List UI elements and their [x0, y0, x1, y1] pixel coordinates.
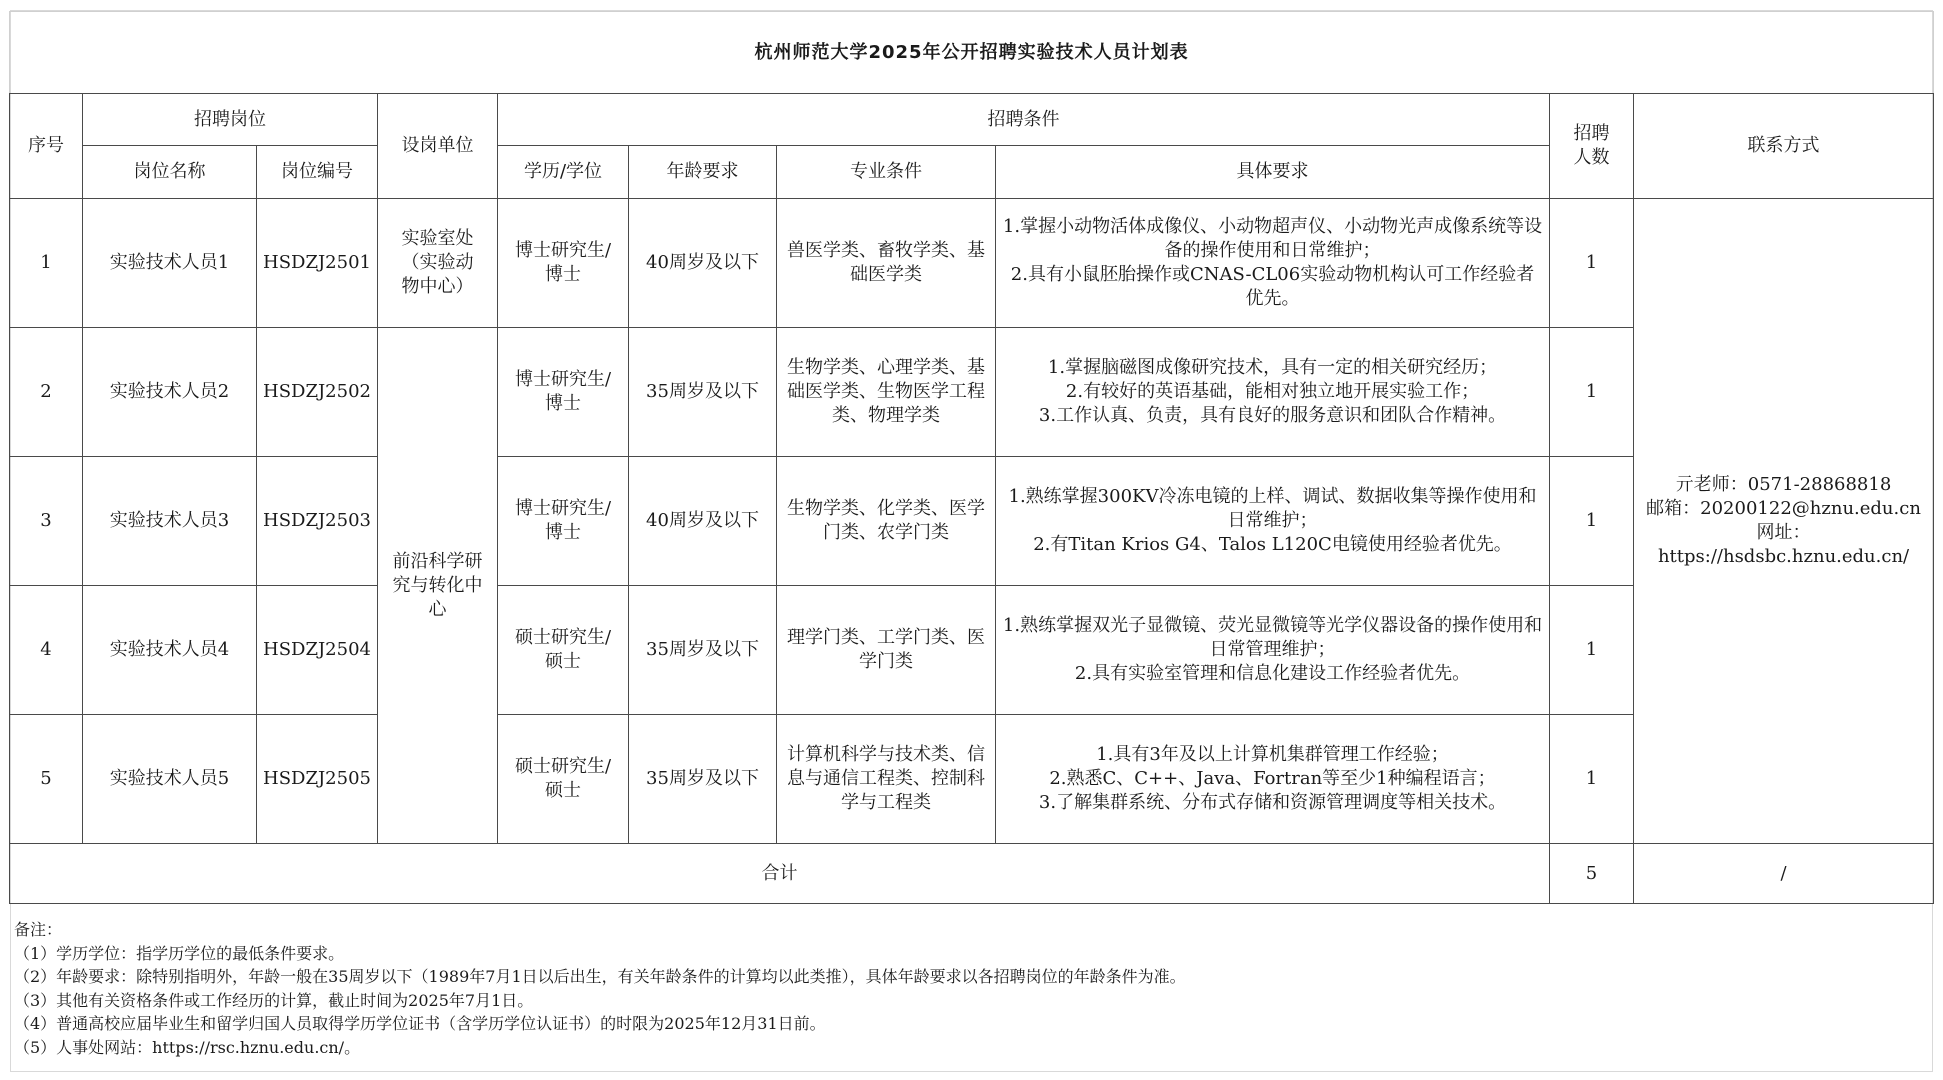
row-seq: 2	[10, 328, 83, 457]
total-count: 5	[1550, 844, 1634, 904]
row-count: 1	[1550, 457, 1634, 586]
notes-heading: 备注：	[14, 920, 63, 939]
row-position-name: 实验技术人员2	[83, 328, 257, 457]
note-item: （5）人事处网站：https://rsc.hznu.edu.cn/。	[14, 1037, 361, 1057]
row-seq: 5	[10, 715, 83, 844]
row-position-code: HSDZJ2501	[257, 199, 378, 328]
header-seq: 序号	[10, 94, 83, 199]
header-age: 年龄要求	[629, 146, 777, 199]
header-position-group: 招聘岗位	[83, 94, 378, 146]
row-education: 博士研究生/博士	[498, 457, 629, 586]
row-requirements: 1.掌握脑磁图成像研究技术，具有一定的相关研究经历； 2.有较好的英语基础，能相对独立地开展实验工作； 3.工作认真、负责，具有良好的服务意识和团队合作精神。	[996, 328, 1550, 457]
row-unit: 实验室处（实验动物中心）	[378, 199, 498, 328]
row-count: 1	[1550, 199, 1634, 328]
row-count: 1	[1550, 586, 1634, 715]
row-requirements: 1.具有3年及以上计算机集群管理工作经验； 2.熟悉C、C++、Java、Fortran等至少1种编程语言； 3.了解集群系统、分布式存储和资源管理调度等相关技术。	[996, 715, 1550, 844]
row-major: 生物学类、心理学类、基础医学类、生物医学工程类、物理学类	[777, 328, 996, 457]
row-position-name: 实验技术人员3	[83, 457, 257, 586]
row-age: 40周岁及以下	[629, 199, 777, 328]
row-requirements: 1.熟练掌握双光子显微镜、荧光显微镜等光学仪器设备的操作使用和日常管理维护； 2.具有实验室管理和信息化建设工作经验者优先。	[996, 586, 1550, 715]
row-major: 生物学类、化学类、医学门类、农学门类	[777, 457, 996, 586]
row-education: 硕士研究生/硕士	[498, 586, 629, 715]
row-age: 35周岁及以下	[629, 715, 777, 844]
row-requirements: 1.掌握小动物活体成像仪、小动物超声仪、小动物光声成像系统等设备的操作使用和日常维护； 2.具有小鼠胚胎操作或CNAS-CL06实验动物机构认可工作经验者优先。	[996, 199, 1550, 328]
header-count: 招聘人数	[1550, 94, 1634, 199]
header-education: 学历/学位	[498, 146, 629, 199]
note-item: （4）普通高校应届毕业生和留学归国人员取得学历学位证书（含学历学位认证书）的时限为2025年12月31日前。	[14, 1014, 826, 1033]
header-unit: 设岗单位	[378, 94, 498, 199]
row-major: 兽医学类、畜牧学类、基础医学类	[777, 199, 996, 328]
row-position-name: 实验技术人员4	[83, 586, 257, 715]
header-specific: 具体要求	[996, 146, 1550, 199]
note-item: （3）其他有关资格条件或工作经历的计算，截止时间为2025年7月1日。	[14, 990, 534, 1010]
row-count: 1	[1550, 328, 1634, 457]
row-count: 1	[1550, 715, 1634, 844]
row-major: 理学门类、工学门类、医学门类	[777, 586, 996, 715]
row-position-code: HSDZJ2505	[257, 715, 378, 844]
header-position-name: 岗位名称	[83, 146, 257, 199]
row-major: 计算机科学与技术类、信息与通信工程类、控制科学与工程类	[777, 715, 996, 844]
total-row	[10, 844, 1934, 904]
row-age: 35周岁及以下	[629, 586, 777, 715]
header-contact: 联系方式	[1634, 94, 1934, 199]
total-contact: /	[1634, 844, 1934, 904]
row-position-code: HSDZJ2504	[257, 586, 378, 715]
total-label: 合计	[10, 844, 1550, 904]
row-unit-shared: 前沿科学研究与转化中心	[378, 328, 498, 844]
row-position-code: HSDZJ2502	[257, 328, 378, 457]
row-education: 博士研究生/博士	[498, 199, 629, 328]
row-position-name: 实验技术人员1	[83, 199, 257, 328]
row-requirements: 1.熟练掌握300KV冷冻电镜的上样、调试、数据收集等操作使用和日常维护； 2.有Titan Krios G4、Talos L120C电镜使用经验者优先。	[996, 457, 1550, 586]
page-title: 杭州师范大学2025年公开招聘实验技术人员计划表	[10, 12, 1934, 94]
row-age: 35周岁及以下	[629, 328, 777, 457]
row-seq: 1	[10, 199, 83, 328]
header-major: 专业条件	[777, 146, 996, 199]
table-row	[10, 199, 1934, 328]
row-seq: 4	[10, 586, 83, 715]
row-education: 硕士研究生/硕士	[498, 715, 629, 844]
row-seq: 3	[10, 457, 83, 586]
contact-info: 亓老师：0571-28868818 邮箱：20200122@hznu.edu.cn 网址： https://hsdsbc.hznu.edu.cn/	[1634, 199, 1934, 844]
row-position-name: 实验技术人员5	[83, 715, 257, 844]
header-conditions: 招聘条件	[498, 94, 1550, 146]
row-education: 博士研究生/博士	[498, 328, 629, 457]
note-item: （1）学历学位：指学历学位的最低条件要求。	[14, 943, 345, 963]
notes-section	[14, 918, 1186, 1059]
note-item: （2）年龄要求：除特别指明外，年龄一般在35周岁以下（1989年7月1日以后出生，有关年龄条件的计算均以此类推），具体年龄要求以各招聘岗位的年龄条件为准。	[14, 967, 1186, 986]
row-age: 40周岁及以下	[629, 457, 777, 586]
row-position-code: HSDZJ2503	[257, 457, 378, 586]
header-position-code: 岗位编号	[257, 146, 378, 199]
recruitment-plan-table	[9, 11, 1934, 904]
